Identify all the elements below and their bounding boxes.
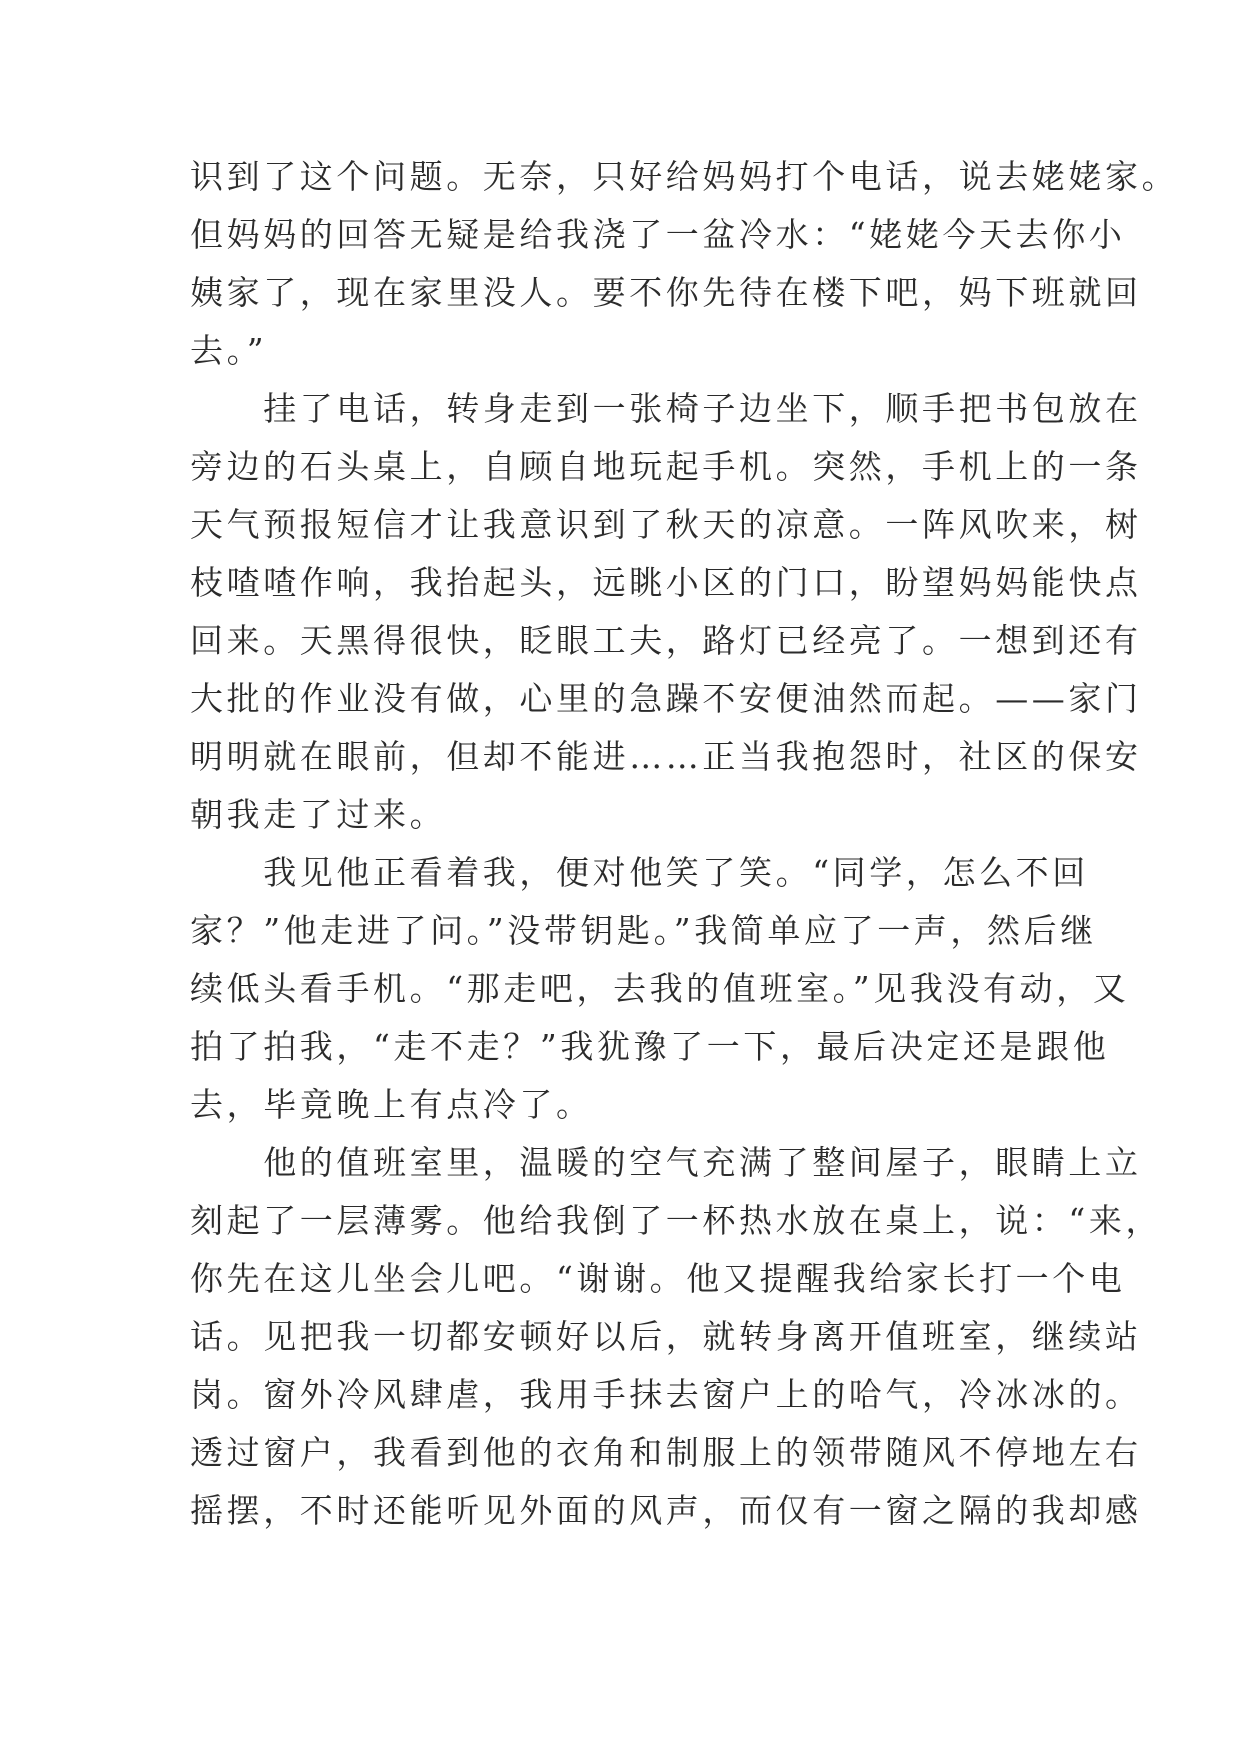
text-line: 透过窗户，我看到他的衣角和制服上的领带随风不停地左右 bbox=[190, 1433, 1142, 1472]
text-line: 他的值班室里，温暖的空气充满了整间屋子，眼睛上立 bbox=[190, 1143, 1142, 1182]
text-line: 挂了电话，转身走到一张椅子边坐下，顺手把书包放在 bbox=[190, 389, 1142, 428]
text-line: 回来。天黑得很快，眨眼工夫，路灯已经亮了。一想到还有 bbox=[190, 621, 1142, 660]
text-line: 朝我走了过来。 bbox=[190, 795, 447, 834]
text-line: 去，毕竟晚上有点冷了。 bbox=[190, 1085, 593, 1124]
text-line: 姨家了，现在家里没人。要不你先待在楼下吧，妈下班就回 bbox=[190, 273, 1142, 312]
text-line: 我见他正看着我，便对他笑了笑。“同学，怎么不回 bbox=[190, 853, 1089, 892]
text-line: 家？”他走进了问。”没带钥匙。”我简单应了一声，然后继 bbox=[190, 911, 1097, 950]
text-line: 刻起了一层薄雾。他给我倒了一杯热水放在桌上，说：“来， bbox=[190, 1201, 1163, 1240]
document-body bbox=[190, 148, 1179, 1540]
text-line: 枝喳喳作响，我抬起头，远眺小区的门口，盼望妈妈能快点 bbox=[190, 563, 1142, 602]
text-line: 明明就在眼前，但却不能进……正当我抱怨时，社区的保安 bbox=[190, 737, 1142, 776]
text-line: 旁边的石头桌上，自顾自地玩起手机。突然，手机上的一条 bbox=[190, 447, 1142, 486]
text-line: 识到了这个问题。无奈，只好给妈妈打个电话，说去姥姥家。 bbox=[190, 157, 1179, 196]
text-line: 拍了拍我，“走不走？”我犹豫了一下，最后决定还是跟他 bbox=[190, 1027, 1110, 1066]
text-line: 去。” bbox=[190, 331, 268, 370]
text-line: 天气预报短信才让我意识到了秋天的凉意。一阵风吹来，树 bbox=[190, 505, 1142, 544]
text-line: 话。见把我一切都安顿好以后，就转身离开值班室，继续站 bbox=[190, 1317, 1142, 1356]
text-line: 续低头看手机。“那走吧，去我的值班室。”见我没有动，又 bbox=[190, 969, 1130, 1008]
text-line: 岗。窗外冷风肆虐，我用手抹去窗户上的哈气，冷冰冰的。 bbox=[190, 1375, 1142, 1414]
text-line: 但妈妈的回答无疑是给我浇了一盆冷水：“姥姥今天去你小 bbox=[190, 215, 1126, 254]
text-line: 你先在这儿坐会儿吧。“谢谢。他又提醒我给家长打一个电 bbox=[190, 1259, 1126, 1298]
text-line: 摇摆，不时还能听见外面的风声，而仅有一窗之隔的我却感 bbox=[190, 1491, 1142, 1530]
text-line: 大批的作业没有做，心里的急躁不安便油然而起。——家门 bbox=[190, 679, 1142, 718]
